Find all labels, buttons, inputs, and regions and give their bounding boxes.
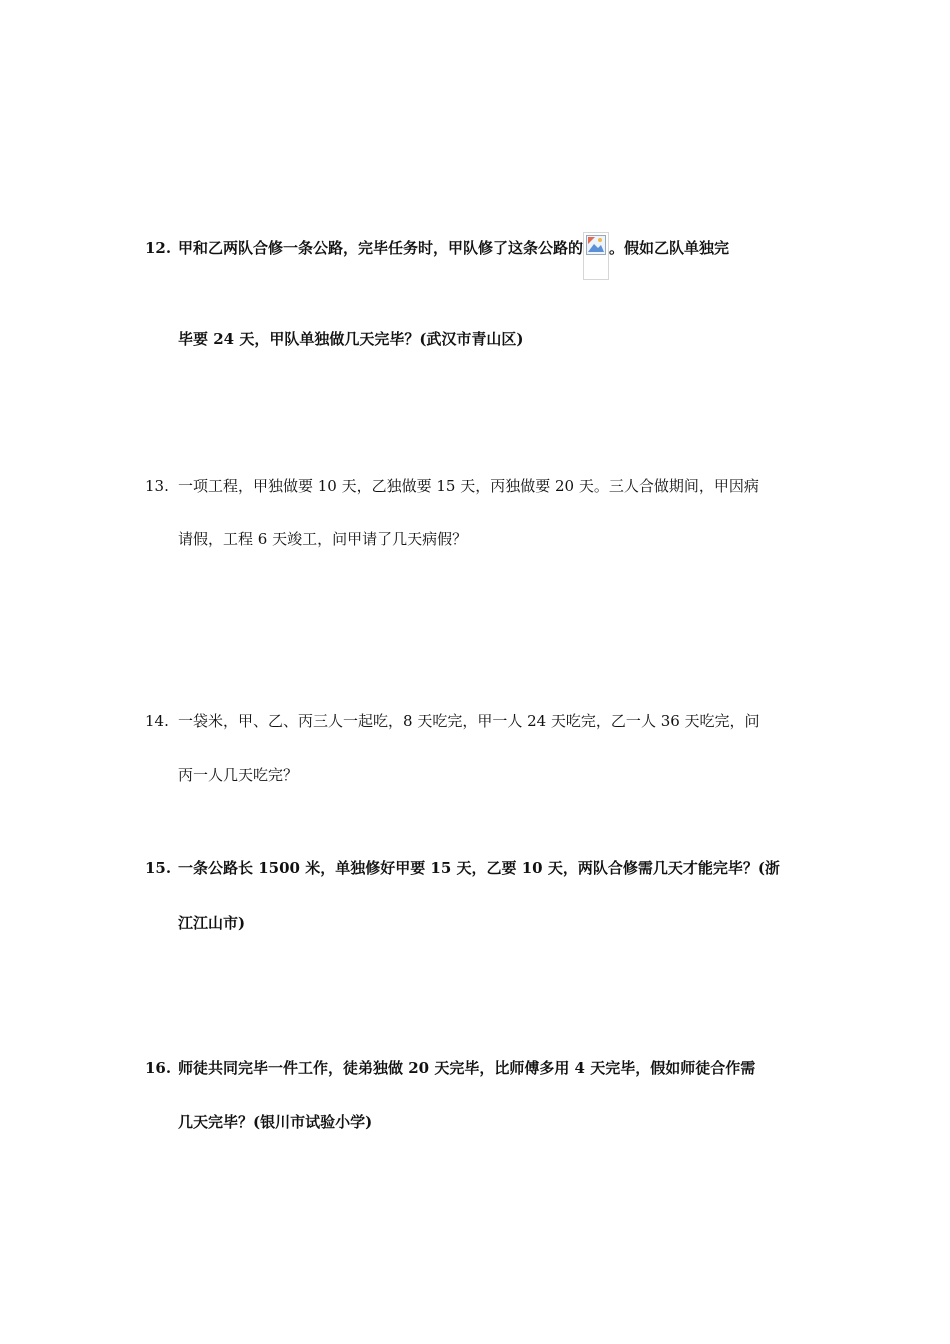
- problem-number: 14.: [145, 712, 169, 730]
- problem-number: 16.: [145, 1059, 172, 1077]
- broken-image-icon: [583, 232, 609, 280]
- problem-text-line-1: 一项工程，甲独做要 10 天，乙独做要 15 天，丙独做要 20 天。三人合做期间，甲因病: [178, 477, 759, 495]
- problem-text-line-2: 江江山市): [178, 914, 246, 932]
- problem-text-line-2: 几天完毕？(银川市试验小学): [178, 1113, 373, 1131]
- problem-text-line-1: [178, 238, 729, 280]
- problem-number: 15.: [145, 859, 172, 877]
- problem-text-line-2: 毕要 24 天，甲队单独做几天完毕？(武汉市青山区): [178, 330, 524, 348]
- problem-text-segment: 。假如乙队单独完: [609, 239, 730, 257]
- problem-number: 13.: [145, 477, 169, 495]
- problem-text-segment: 甲和乙两队合修一条公路，完毕任务时，甲队修了这条公路的: [178, 239, 584, 257]
- problem-text-line-2: 丙一人几天吃完？: [178, 766, 299, 784]
- problem-text-line-1: 师徒共同完毕一件工作，徒弟独做 20 天完毕，比师傅多用 4 天完毕，假如师徒合作需: [178, 1059, 756, 1077]
- problem-text-line-1: 一条公路长 1500 米，单独修好甲要 15 天，乙要 10 天，两队合修需几天才能完毕？(浙: [178, 859, 780, 877]
- problem-number: 12.: [145, 239, 172, 257]
- problem-text-line-2: 请假，工程 6 天竣工，问甲请了几天病假？: [178, 530, 468, 548]
- problem-text-line-1: 一袋米，甲、乙、丙三人一起吃，8 天吃完，甲一人 24 天吃完，乙一人 36 天吃完，问: [178, 712, 760, 730]
